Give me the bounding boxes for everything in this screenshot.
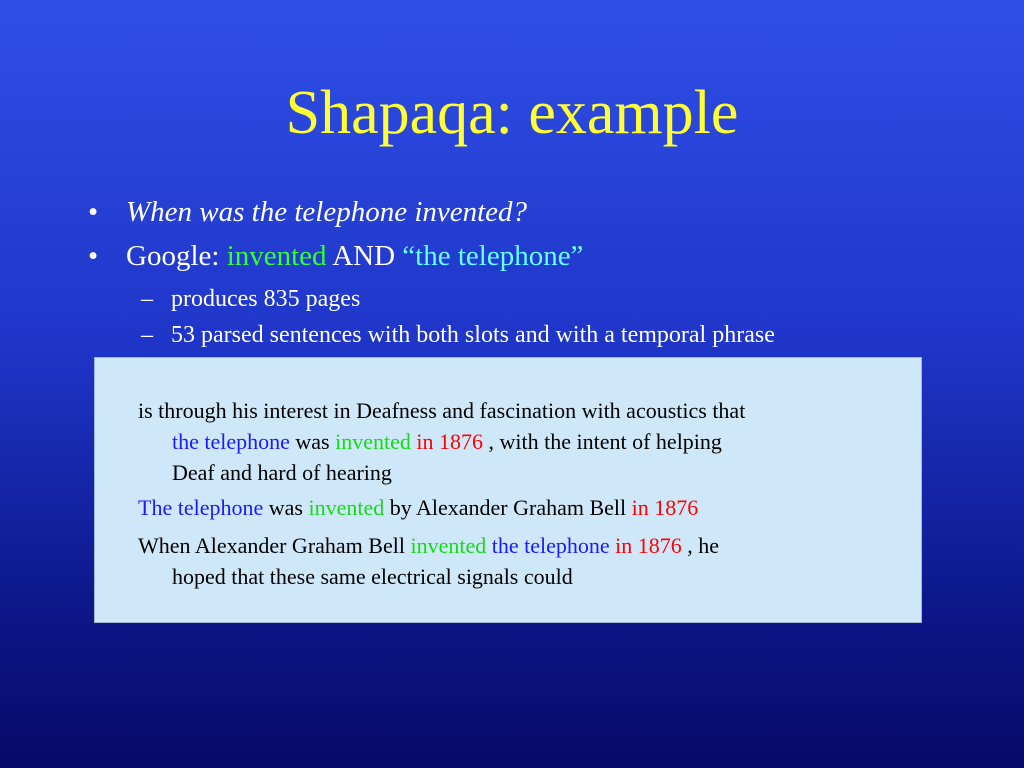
example-continuation: Deaf and hard of hearing	[172, 460, 392, 485]
example-text: , he	[681, 533, 720, 558]
sub-bullet-marker: –	[141, 322, 153, 348]
example-text: , with the intent of helping	[483, 429, 722, 454]
example-text: When Alexander Graham Bell	[138, 533, 411, 558]
example-continuation: hoped that these same electrical signals could	[172, 564, 573, 589]
slot-temporal: in 1876	[410, 429, 484, 454]
sub-bullet-text: 53 parsed sentences with both slots and with a temporal phrase	[171, 322, 775, 348]
query-keyword-telephone: “the telephone”	[402, 240, 584, 272]
slot-object: The telephone	[138, 495, 264, 520]
slot-verb: invented	[410, 533, 487, 558]
example-text: was	[289, 429, 336, 454]
bullet-marker: •	[88, 240, 99, 272]
slide-title: Shapaqa: example	[285, 79, 739, 147]
example-text: is through his interest in Deafness and fascination with acoustics that	[138, 398, 746, 423]
sub-bullet-marker: –	[141, 286, 153, 312]
slot-object: the telephone	[486, 533, 610, 558]
slot-temporal: in 1876	[609, 533, 682, 558]
sub-bullet-text: produces 835 pages	[171, 286, 361, 312]
slot-temporal: in 1876	[631, 495, 699, 520]
example-text: was	[263, 495, 309, 520]
bullet-text	[126, 242, 583, 271]
bullet-text: When was the telephone invented?	[126, 196, 528, 228]
query-prefix: Google:	[126, 240, 227, 272]
slot-verb: invented	[308, 495, 385, 520]
slot-verb: invented	[335, 429, 411, 454]
example-text: by Alexander Graham Bell	[384, 495, 632, 520]
query-keyword-invented: invented	[226, 240, 327, 272]
query-operator: AND	[326, 240, 403, 272]
example-sentence-2	[138, 492, 928, 523]
bullet-marker: •	[88, 196, 99, 228]
example-sentence-1	[138, 395, 928, 488]
slot-object: the telephone	[172, 429, 290, 454]
example-continuation	[138, 426, 928, 457]
example-sentence-3	[138, 530, 928, 592]
